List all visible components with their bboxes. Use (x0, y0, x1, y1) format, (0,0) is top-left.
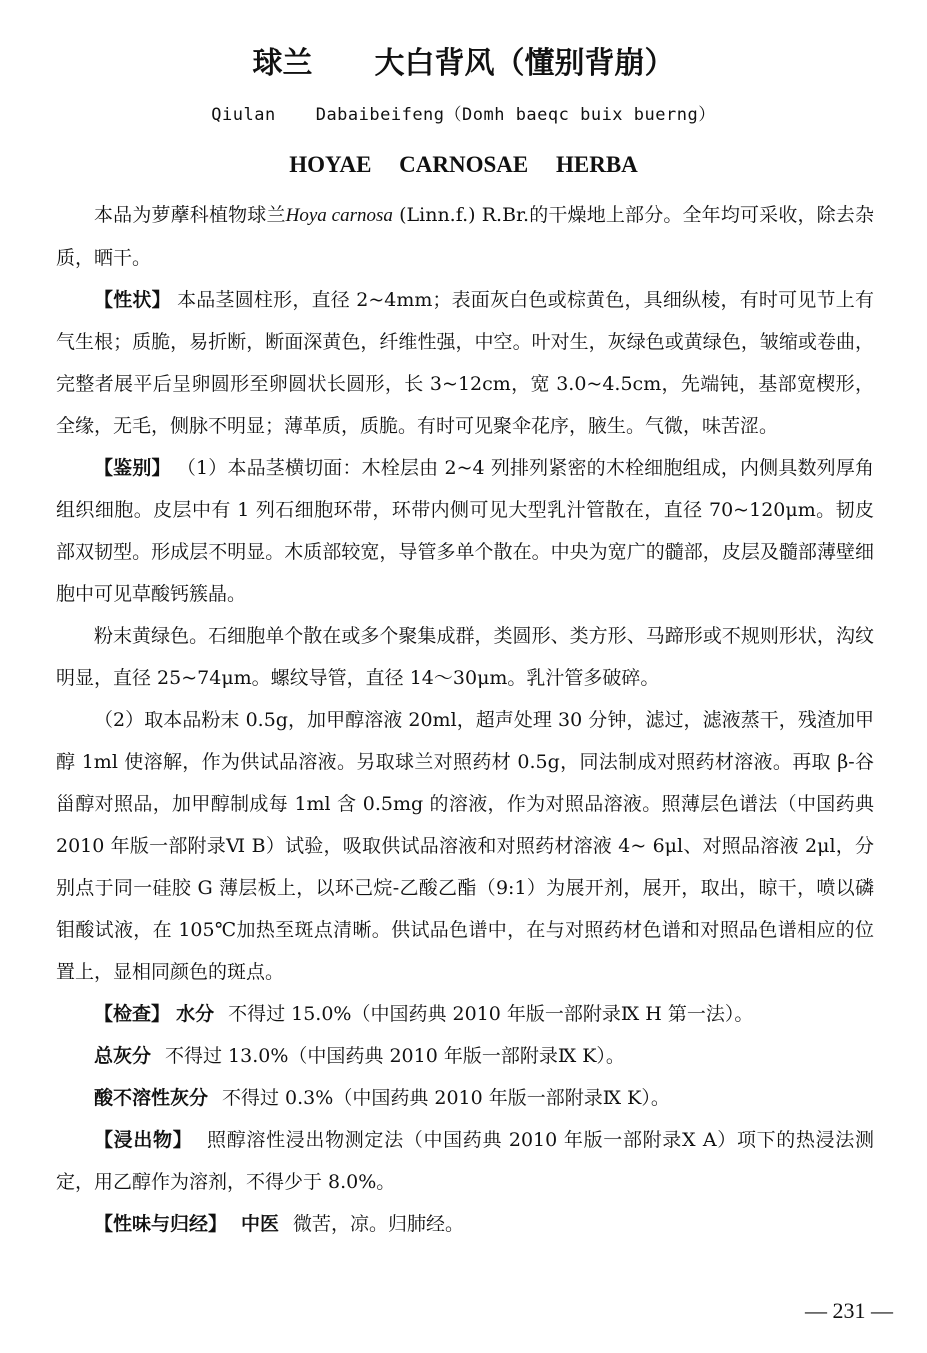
identification-heading: 【鉴别】 (94, 457, 171, 479)
identification-paragraph-2 (56, 615, 874, 699)
inspection-water-paragraph (56, 993, 874, 1035)
page-number: — 231 — (805, 1298, 893, 1323)
intro-paragraph: 本品为萝藦科植物球兰Hoya carnosa (Linn.f.) R.Br.的干燥地上部分。全年均可采收，除去杂质，晒干。 (56, 204, 874, 269)
extract-heading: 【浸出物】 (94, 1129, 193, 1151)
pinyin-subtitle (0, 102, 927, 128)
identification-paragraph-1 (56, 447, 874, 615)
water-label: 水分 (176, 1003, 215, 1025)
acid-ash-label: 酸不溶性灰分 (94, 1087, 209, 1109)
acid-ash-text: 不得过 0.3%（中国药典 2010 年版一部附录Ⅸ K）。 (222, 1087, 670, 1109)
identification-paragraph-3 (56, 699, 874, 993)
species-name: Hoya carnosa (285, 205, 393, 226)
extract-text: 照醇溶性浸出物测定法（中国药典 2010 年版一部附录Ⅹ A）项下的热浸法测定，用乙醇作为溶剂，不得少于 8.0%。 (56, 1129, 874, 1193)
properties-heading: 【性状】 (94, 289, 171, 311)
tcm-label: 中医 (241, 1213, 280, 1235)
title-herb-name: 球兰 (252, 46, 313, 81)
pinyin-herb-name: Qiulan (211, 105, 276, 125)
tcm-text: 微苦，凉。归肺经。 (293, 1213, 465, 1235)
inspection-heading: 【检查】 (94, 1003, 171, 1025)
inspection-ash-paragraph (56, 1035, 874, 1077)
properties-text: 本品茎圆柱形，直径 2~4mm；表面灰白色或棕黄色，具细纵棱，有时可见节上有气生根；质脆，易折断，断面深黄色，纤维性强，中空。叶对生，灰绿色或黄绿色，皱缩或卷曲，完整者展平后呈卵圆形至卵圆状长圆形，长 3~12cm，宽 3.0~4.5cm，先端钝，基部宽楔形，全缘，无毛，侧脉不明显；薄革质，质脆。有时可见聚伞花序，腋生。气微，味苦涩。 (56, 289, 874, 437)
ash-text: 不得过 13.0%（中国药典 2010 年版一部附录Ⅸ K）。 (165, 1045, 625, 1067)
title-zhuang-name: 大白背风（懂别背崩） (374, 46, 675, 81)
identification-text-3: （2）取本品粉末 0.5g，加甲醇溶液 20ml，超声处理 30 分钟，滤过，滤液蒸干，残渣加甲醇 1ml 使溶解，作为供试品溶液。另取球兰对照药材 0.5g，同法制成对照药材溶液。再取 β-谷甾醇对照品，加甲醇制成每 1ml 含 0.5mg 的溶液，作为对照品溶液。照薄层色谱法（中国药典 2010 年版一部附录Ⅵ B）试验，吸取供试品溶液和对照药材溶液 4~ 6μl、对照品溶液 2μl，分别点于同一硅胶 G 薄层板上，以环己烷-乙酸乙酯（9:1）为展开剂，展开，取出，晾干，喷以磷钼酸试液，在 105℃加热至斑点清晰。供试品色谱中，在与对照药材色谱和对照品色谱相应的位置上，显相同颜色的斑点。 (56, 709, 874, 983)
nature-heading: 【性味与归经】 (94, 1213, 228, 1235)
identification-text-1: （1）本品茎横切面：木栓层由 2~4 列排列紧密的木栓细胞组成，内侧具数列厚角组织细胞。皮层中有 1 列石细胞环带，环带内侧可见大型乳汁管散在，直径 70~120μm。韧皮部双韧型。形成层不明显。木质部较宽，导管多单个散在。中央为宽广的髓部，皮层及髓部薄壁细胞中可见草酸钙簇晶。 (56, 457, 874, 605)
pinyin-zhuang-name: Dabaibeifeng（Domh baeqc buix buerng） (315, 105, 716, 125)
properties-paragraph (56, 279, 874, 447)
ash-label: 总灰分 (94, 1045, 152, 1067)
monograph-body (56, 194, 874, 1245)
water-text: 不得过 15.0%（中国药典 2010 年版一部附录Ⅸ H 第一法）。 (228, 1003, 754, 1025)
page-title (0, 44, 927, 84)
identification-text-2: 粉末黄绿色。石细胞单个散在或多个聚集成群，类圆形、类方形、马蹄形或不规则形状，沟纹明显，直径 25~74μm。螺纹导管，直径 14～30μm。乳汁管多破碎。 (56, 625, 874, 689)
nature-paragraph (56, 1203, 874, 1245)
inspection-acid-ash-paragraph (56, 1077, 874, 1119)
latin-name: HOYAE CARNOSAE HERBA (289, 152, 638, 177)
extract-paragraph (56, 1119, 874, 1203)
